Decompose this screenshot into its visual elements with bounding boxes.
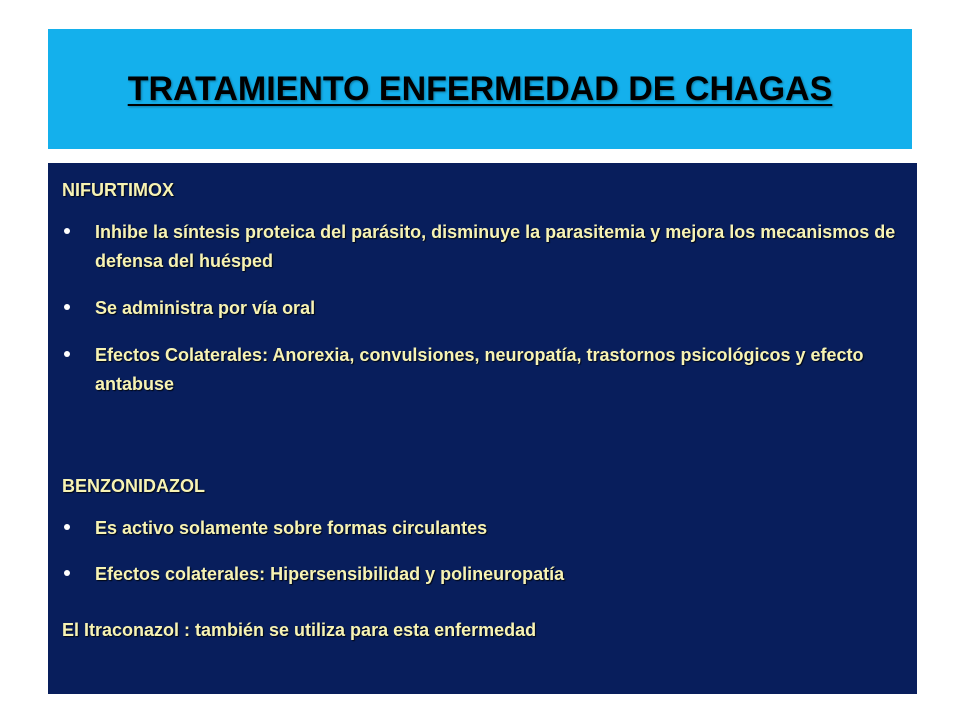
title-banner [48,29,912,149]
itraconazol-note: El Itraconazol : también se utiliza para esta enfermedad [62,620,537,640]
section-heading-benzonidazol: BENZONIDAZOL [62,476,205,496]
bullet-text: Es activo solamente sobre formas circulantes [95,518,488,538]
bullet-icon [64,228,70,234]
list-item [62,514,901,543]
bullet-icon [64,524,70,530]
benzonidazol-bullet-list [62,514,901,589]
list-item [62,341,901,399]
nifurtimox-bullet-list [62,218,901,399]
bullet-icon [64,570,70,576]
section-heading-nifurtimox: NIFURTIMOX [62,180,174,200]
content-panel [48,163,917,694]
list-item [62,560,901,589]
bullet-text: Inhibe la síntesis proteica del parásito, disminuye la parasitemia y mejora los mecanismos de defensa del huésped [95,222,896,271]
bullet-text: Efectos colaterales: Hipersensibilidad y polineuropatía [95,564,565,584]
bullet-text: Efectos Colaterales: Anorexia, convulsiones, neuropatía, trastornos psicológicos y efecto antabuse [95,345,864,394]
list-item [62,294,901,323]
list-item [62,218,901,276]
bullet-text: Se administra por vía oral [95,298,316,318]
bullet-icon [64,351,70,357]
slide-title: TRATAMIENTO ENFERMEDAD DE CHAGAS [127,69,833,108]
bullet-icon [64,304,70,310]
